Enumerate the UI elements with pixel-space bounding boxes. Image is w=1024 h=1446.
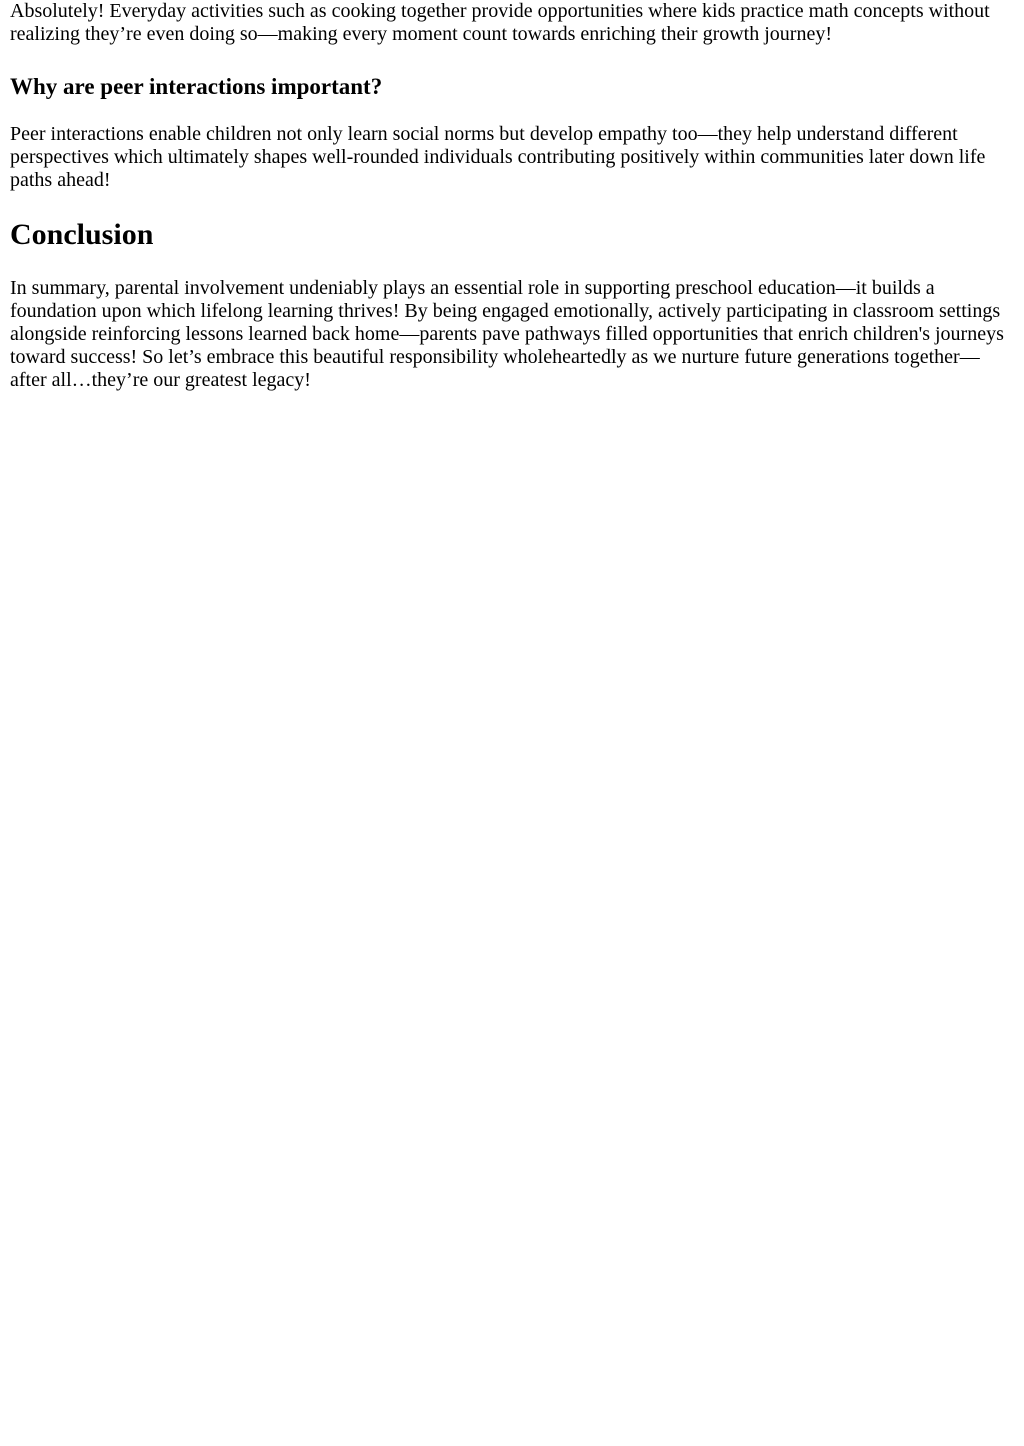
intro-paragraph: Absolutely! Everyday activities such as cooking together provide opportunities where kids practice math concepts without realizing they’re even doing so—making every moment count towards enriching their growth journey! bbox=[10, 0, 990, 45]
faq-question-heading: Why are peer interactions important? bbox=[10, 74, 383, 99]
conclusion-paragraph: In summary, parental involvement undeniably plays an essential role in supporting preschool education—it builds a foundation upon which lifelong learning thrives! By being engaged emotionally, actively participating in classroom settings alongside reinforcing lessons learned back home—parents pave pathways filled opportunities that enrich children's journeys toward success! So let’s embrace this beautiful responsibility wholeheartedly as we nurture future generations together—after all…they’re our greatest legacy! bbox=[10, 277, 1004, 391]
conclusion-heading: Conclusion bbox=[10, 218, 154, 251]
article-body bbox=[0, 0, 1024, 392]
faq-answer-paragraph: Peer interactions enable children not only learn social norms but develop empathy too—they help understand different perspectives which ultimately shapes well-rounded individuals contributing positively within communities later down life paths ahead! bbox=[10, 123, 986, 191]
